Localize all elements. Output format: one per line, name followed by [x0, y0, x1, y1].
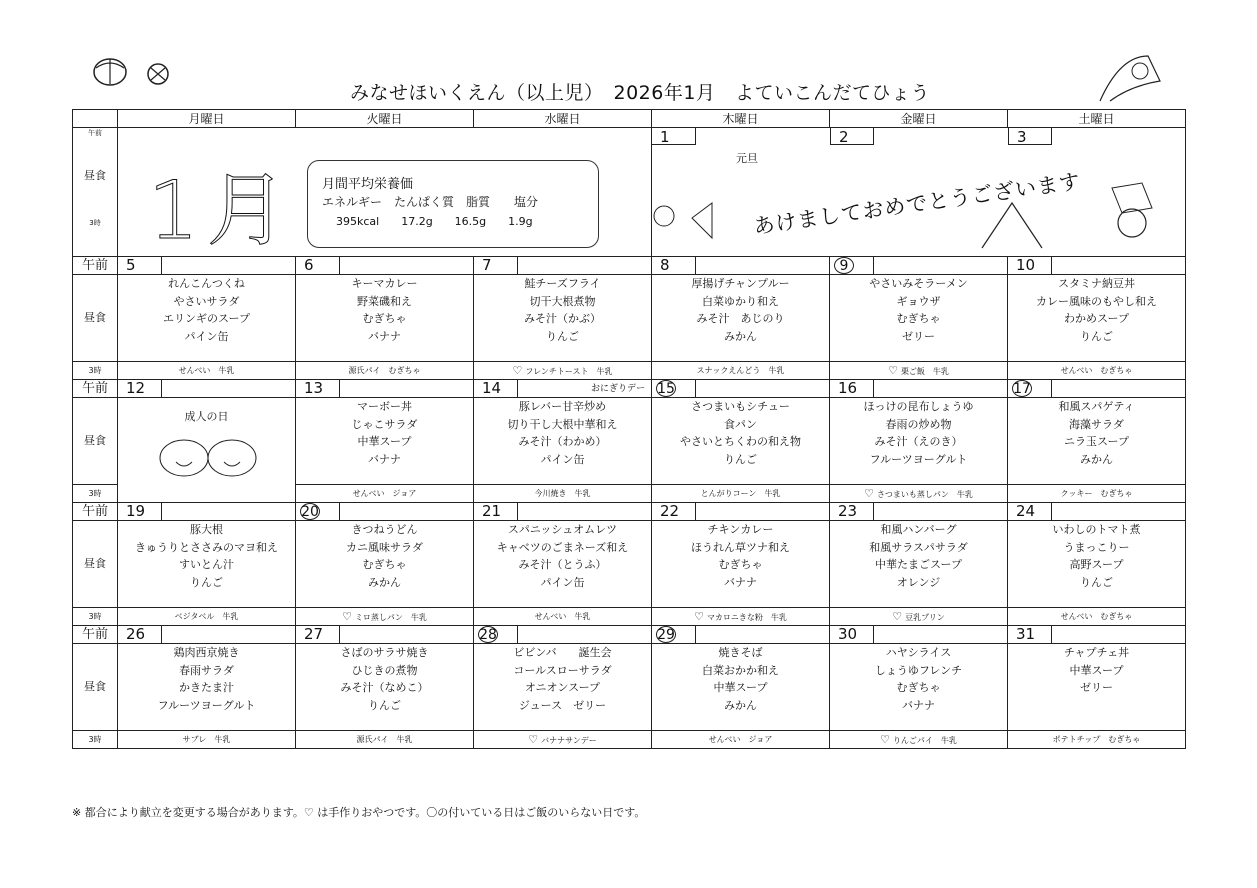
- lunch-menu-cell: [830, 644, 1008, 731]
- snack-cell: [296, 485, 474, 503]
- day-num-2: 2: [830, 128, 874, 145]
- menu-item: むぎちゃ: [362, 312, 407, 325]
- menu-item: 鮭チーズフライ: [524, 277, 601, 290]
- lunch-menu-cell: [1008, 644, 1186, 731]
- snack-cell: [1008, 608, 1186, 626]
- side-label: 午前 昼食 3時: [73, 128, 118, 257]
- menu-item: 白菜ゆかり和え: [702, 294, 779, 308]
- lunch-menu-cell: [296, 521, 474, 608]
- snack-text: せんべい 牛乳: [534, 612, 591, 621]
- greeting-text: あけましておめでとうございます: [752, 169, 1083, 239]
- day-number-circled: 20: [301, 504, 319, 520]
- snack-cell: [296, 731, 474, 749]
- week-1-lunch: [73, 275, 1186, 362]
- nutrition-title: 月間平均栄養価: [322, 177, 414, 192]
- menu-item: チャプチェ丼: [1063, 646, 1130, 659]
- menu-item: みかん: [368, 575, 401, 589]
- day-number-cell: [118, 380, 296, 398]
- lunch-menu-cell: [118, 398, 296, 503]
- snack-cell: [652, 608, 830, 626]
- day-number-cell: [474, 380, 652, 398]
- snack-cell: [830, 608, 1008, 626]
- snack-cell: [830, 485, 1008, 503]
- menu-item: 和風サラスパサラダ: [869, 540, 968, 554]
- day-number-circled: 15: [657, 381, 675, 397]
- snack-cell: [474, 485, 652, 503]
- menu-item: スパニッシュオムレツ: [507, 523, 618, 536]
- lunch-menu-cell: [474, 644, 652, 731]
- day-number-cell: [652, 257, 830, 275]
- doodle-icon: [80, 54, 190, 94]
- menu-item: ひじきの煮物: [351, 663, 418, 677]
- menu-item: 白菜おかか和え: [702, 663, 779, 677]
- lunch-menu-cell: [652, 644, 830, 731]
- menu-item: むぎちゃ: [896, 681, 941, 694]
- menu-item: わかめスープ: [1064, 312, 1129, 325]
- day-number-cell: [296, 257, 474, 275]
- menu-item: やさいみそラーメン: [869, 277, 968, 290]
- menu-item: パイン缶: [540, 575, 585, 589]
- weeks: [73, 257, 1186, 749]
- day-number-cell: [652, 626, 830, 644]
- menu-item: うまっこりー: [1063, 540, 1130, 554]
- week-2-lunch: [73, 398, 1186, 485]
- day-number: 30: [830, 626, 874, 643]
- snack-text: 源氏パイ むぎちゃ: [348, 366, 421, 375]
- day-number: 16: [830, 380, 874, 397]
- snack-text: 今川焼き 牛乳: [534, 489, 591, 498]
- snack-text: とんがりコーン 牛乳: [700, 489, 781, 498]
- menu-item: みかん: [724, 329, 757, 343]
- day-event-note: おにぎりデー: [590, 384, 645, 394]
- day-number-cell: [1008, 626, 1186, 644]
- menu-item: 厚揚げチャンプルー: [691, 277, 790, 290]
- new-year-day-note: 元旦: [736, 152, 758, 165]
- week-1-snack: [73, 362, 1186, 380]
- day-number: 27: [296, 626, 340, 643]
- menu-item: 高野スープ: [1069, 558, 1124, 571]
- heart-icon: ♡: [694, 610, 704, 623]
- lunch-menu-cell: [652, 398, 830, 485]
- snack-text: スナックえんどう 牛乳: [696, 366, 785, 375]
- side-lunch: 昼食: [73, 275, 118, 362]
- menu-item: やさいサラダ: [173, 294, 240, 308]
- lunch-menu-cell: [118, 275, 296, 362]
- snack-text: フレンチトースト 牛乳: [525, 367, 613, 376]
- day-number-cell: [652, 380, 830, 398]
- menu-item: 和風ハンバーグ: [880, 523, 957, 536]
- menu-item: みそ汁 あじのり: [696, 312, 785, 325]
- day-number: 14: [474, 380, 518, 397]
- day-number-cell: [830, 257, 1008, 275]
- day-number-cell: [830, 380, 1008, 398]
- menu-item: 和風スパゲティ: [1058, 400, 1135, 413]
- menu-item: エリンギのスープ: [163, 312, 250, 325]
- day-number-circled: 17: [1013, 381, 1031, 397]
- menu-item: バナナ: [368, 329, 401, 343]
- snack-cell: [296, 608, 474, 626]
- lunch-menu-cell: [830, 398, 1008, 485]
- snack-text: 豆乳プリン: [905, 613, 945, 622]
- menu-item: りんご: [368, 698, 401, 712]
- snack-cell: [652, 485, 830, 503]
- menu-item: みそ汁（わかめ）: [518, 435, 607, 448]
- day-number: 6: [296, 257, 340, 274]
- lunch-menu-cell: [652, 275, 830, 362]
- day-number: 10: [1008, 257, 1052, 274]
- snack-text: ミロ蒸しパン 牛乳: [354, 613, 427, 622]
- side-am: 午前: [73, 626, 118, 644]
- menu-item: いわしのトマト煮: [1052, 523, 1141, 536]
- menu-item: カレー風味のもやし和え: [1036, 294, 1157, 308]
- day-number-cell: [474, 257, 652, 275]
- day-number-cell: [118, 626, 296, 644]
- snack-text: ベジタベル 牛乳: [174, 612, 239, 621]
- day-number-cell: [1008, 257, 1186, 275]
- new-year-illustration: [652, 178, 1172, 254]
- menu-item: みかん: [724, 698, 757, 712]
- heart-icon: ♡: [888, 364, 898, 377]
- day-num-3: 3: [1008, 128, 1052, 145]
- menu-item: オレンジ: [896, 575, 941, 589]
- day-number-cell: [118, 257, 296, 275]
- month-big: 1月: [148, 164, 295, 257]
- menu-item: コールスローサラダ: [513, 663, 612, 677]
- menu-item: きゅうりとささみのマヨ和え: [135, 540, 278, 554]
- day-number: 23: [830, 503, 874, 520]
- side-am: 午前: [73, 380, 118, 398]
- snack-text: サブレ 牛乳: [182, 735, 231, 744]
- day-number: 13: [296, 380, 340, 397]
- day-number-cell: [652, 503, 830, 521]
- menu-item: れんこんつくね: [168, 277, 245, 290]
- day-number-cell: [474, 503, 652, 521]
- snack-text: マカロニきな粉 牛乳: [706, 613, 787, 622]
- menu-item: みそ汁（かぶ）: [524, 312, 601, 325]
- menu-item: みそ汁（えのき）: [874, 435, 963, 448]
- menu-item: オニオンスープ: [524, 681, 601, 694]
- week-4-numbers: [73, 626, 1186, 644]
- menu-item: りんご: [190, 575, 223, 589]
- week-3-lunch: [73, 521, 1186, 608]
- menu-item: フルーツヨーグルト: [869, 452, 968, 466]
- day-num-1: 1: [652, 128, 696, 145]
- menu-item: 中華たまごスープ: [875, 558, 962, 571]
- side-lunch: 昼食: [73, 398, 118, 485]
- week-3-numbers: [73, 503, 1186, 521]
- menu-item: 中華スープ: [357, 435, 412, 448]
- nutrition-labels: エネルギー たんぱく質 脂質 塩分: [322, 195, 539, 209]
- snack-cell: [1008, 362, 1186, 380]
- lunch-menu-cell: [296, 398, 474, 485]
- snack-cell: [830, 731, 1008, 749]
- menu-item: キーマカレー: [351, 277, 418, 290]
- day-number: 22: [652, 503, 696, 520]
- menu-item: ゼリー: [1080, 681, 1113, 694]
- day-number-cell: [296, 380, 474, 398]
- day-number-cell: [830, 626, 1008, 644]
- menu-item: チキンカレー: [707, 523, 774, 536]
- menu-calendar: [72, 109, 1186, 749]
- day-number: 12: [118, 380, 162, 397]
- snack-text: りんごパイ 牛乳: [892, 736, 957, 745]
- menu-item: みそ汁（とうふ）: [518, 558, 607, 571]
- week-2-numbers: [73, 380, 1186, 398]
- menu-item: ゼリー: [902, 329, 935, 343]
- weekday-wed: 水曜日: [474, 110, 652, 128]
- side-pm: 3時: [73, 485, 118, 503]
- snack-text: クッキー むぎちゃ: [1060, 489, 1133, 498]
- day-number: 24: [1008, 503, 1052, 520]
- menu-item: フルーツヨーグルト: [157, 698, 256, 712]
- menu-item: むぎちゃ: [718, 558, 763, 571]
- lunch-menu-cell: [652, 521, 830, 608]
- menu-item: キャベツのごまネーズ和え: [496, 540, 629, 554]
- menu-item: さばのサラサ焼き: [340, 646, 429, 659]
- day-number: 19: [118, 503, 162, 520]
- day-number-circled: 28: [479, 627, 497, 643]
- day-number: 26: [118, 626, 162, 643]
- side-pm: 3時: [73, 362, 118, 380]
- side-pm: 3時: [73, 608, 118, 626]
- lunch-menu-cell: [1008, 521, 1186, 608]
- menu-item: 切り干し大根中華和え: [507, 417, 618, 431]
- menu-item: 豚大根: [190, 523, 223, 536]
- weekday-tue: 火曜日: [296, 110, 474, 128]
- snack-cell: [652, 362, 830, 380]
- snack-cell: [830, 362, 1008, 380]
- day-number-circled: 29: [657, 627, 675, 643]
- holiday-name: 成人の日: [184, 410, 229, 423]
- lunch-menu-cell: [474, 521, 652, 608]
- menu-item: バナナ: [368, 452, 401, 466]
- menu-item: パイン缶: [540, 452, 585, 466]
- snack-text: ポテトチップ むぎちゃ: [1052, 735, 1141, 744]
- snack-cell: [118, 731, 296, 749]
- day-number-cell: [1008, 380, 1186, 398]
- lunch-menu-cell: [830, 521, 1008, 608]
- snack-cell: [118, 608, 296, 626]
- menu-item: りんご: [1080, 329, 1113, 343]
- menu-item: 焼きそば: [718, 646, 763, 659]
- menu-item: きつねうどん: [351, 523, 418, 536]
- snack-cell: [1008, 485, 1186, 503]
- heart-icon: ♡: [864, 487, 874, 500]
- snack-cell: [118, 362, 296, 380]
- menu-item: バナナ: [902, 698, 935, 712]
- footer-note: ※ 都合により献立を変更する場合があります。♡ は手作りおやつです。〇の付いている日はご飯のいらない日です。: [72, 806, 646, 819]
- weekday-thu: 木曜日: [652, 110, 830, 128]
- snack-text: せんべい 牛乳: [178, 366, 235, 375]
- day-number-cell: [118, 503, 296, 521]
- menu-item: ギョウザ: [896, 294, 941, 308]
- menu-item: りんご: [1080, 575, 1113, 589]
- weekday-mon: 月曜日: [118, 110, 296, 128]
- smiling-faces-icon: [152, 432, 262, 482]
- lunch-menu-cell: [118, 644, 296, 731]
- menu-item: ほうれん草ツナ和え: [691, 540, 790, 554]
- menu-item: 海藻サラダ: [1069, 417, 1124, 431]
- day-number-cell: [1008, 503, 1186, 521]
- heart-icon: ♡: [880, 733, 890, 746]
- day-number-circled: 9: [834, 257, 854, 274]
- header: [60, 60, 1200, 110]
- snack-text: せんべい むぎちゃ: [1060, 612, 1133, 621]
- lunch-menu-cell: [1008, 398, 1186, 485]
- snack-cell: [474, 731, 652, 749]
- day-number-cell: [296, 503, 474, 521]
- menu-item: ほっけの昆布しょうゆ: [863, 400, 974, 413]
- nutrition-box: [307, 160, 599, 248]
- day-number: 31: [1008, 626, 1052, 643]
- menu-item: 切干大根煮物: [529, 294, 596, 308]
- menu-item: じゃこサラダ: [351, 417, 418, 431]
- menu-item: ビビンバ 誕生会: [513, 646, 612, 659]
- lunch-menu-cell: [1008, 275, 1186, 362]
- menu-item: ニラ玉スープ: [1064, 435, 1129, 448]
- side-lunch: 昼食: [73, 521, 118, 608]
- menu-item: ジュース ゼリー: [518, 698, 607, 712]
- day-number: 21: [474, 503, 518, 520]
- heart-icon: ♡: [892, 610, 903, 623]
- day-number-cell: [474, 626, 652, 644]
- lunch-menu-cell: [830, 275, 1008, 362]
- heart-icon: ♡: [512, 364, 523, 377]
- menu-item: 豚レバー甘辛炒め: [518, 400, 607, 413]
- menu-item: バナナ: [724, 575, 757, 589]
- side-lunch: 昼食: [73, 644, 118, 731]
- menu-item: 中華スープ: [713, 681, 768, 694]
- day-number: 7: [474, 257, 518, 274]
- menu-item: すいとん汁: [179, 558, 234, 571]
- week-1-numbers: [73, 257, 1186, 275]
- menu-item: みかん: [1080, 452, 1113, 466]
- lunch-menu-cell: [118, 521, 296, 608]
- snack-text: 源氏パイ 牛乳: [356, 735, 413, 744]
- nutrition-values: 395kcal 17.2g 16.5g 1.9g: [336, 215, 533, 228]
- heart-icon: ♡: [342, 610, 352, 623]
- day-number: 8: [652, 257, 696, 274]
- week-4-snack: [73, 731, 1186, 749]
- lunch-menu-cell: [296, 644, 474, 731]
- menu-item: スタミナ納豆丼: [1058, 277, 1135, 290]
- menu-item: しょうゆフレンチ: [874, 663, 963, 677]
- heart-icon: ♡: [528, 733, 539, 746]
- snack-cell: [474, 362, 652, 380]
- menu-item: 中華スープ: [1069, 663, 1124, 677]
- menu-item: さつまいもシチュー: [691, 400, 790, 413]
- day-number-cell: [296, 626, 474, 644]
- menu-item: 春雨の炒め物: [885, 417, 952, 431]
- day-number: 5: [118, 257, 162, 274]
- snack-cell: [1008, 731, 1186, 749]
- menu-item: みそ汁（なめこ）: [340, 681, 429, 694]
- snack-text: 栗ご飯 牛乳: [900, 367, 949, 376]
- menu-item: 野菜磯和え: [357, 294, 412, 308]
- lunch-menu-cell: [474, 275, 652, 362]
- snack-cell: [652, 731, 830, 749]
- menu-item: パイン缶: [184, 329, 229, 343]
- week-3-snack: [73, 608, 1186, 626]
- day-number-cell: [830, 503, 1008, 521]
- page-title: みなせほいくえん（以上児） 2026年1月 よていこんだてひょう: [350, 82, 930, 104]
- weekday-header: [73, 110, 1186, 128]
- snack-text: せんべい ジョア: [708, 735, 773, 744]
- snack-text: さつまいも蒸しパン 牛乳: [876, 490, 973, 499]
- new-year-cell: [652, 128, 1186, 257]
- snack-cell: [296, 362, 474, 380]
- menu-item: やさいとちくわの和え物: [680, 435, 801, 448]
- lunch-menu-cell: [474, 398, 652, 485]
- menu-item: マーボー丼: [357, 400, 412, 413]
- snack-text: せんべい ジョア: [352, 489, 417, 498]
- menu-item: むぎちゃ: [362, 558, 407, 571]
- side-pm: 3時: [73, 731, 118, 749]
- menu-item: 春雨サラダ: [179, 663, 234, 677]
- snack-cell: [474, 608, 652, 626]
- side-am: 午前: [73, 503, 118, 521]
- snack-text: バナナサンデー: [541, 736, 597, 745]
- menu-item: かきたま汁: [179, 681, 234, 694]
- menu-item: ハヤシライス: [885, 646, 952, 659]
- weekday-fri: 金曜日: [830, 110, 1008, 128]
- menu-item: 鶏肉西京焼き: [173, 646, 240, 659]
- side-am: 午前: [73, 257, 118, 275]
- menu-item: りんご: [724, 452, 757, 466]
- kite-doodle-icon: [1090, 46, 1170, 106]
- week-4-lunch: [73, 644, 1186, 731]
- week-0: [73, 128, 1186, 257]
- weekday-sat: 土曜日: [1008, 110, 1186, 128]
- menu-item: むぎちゃ: [896, 312, 941, 325]
- menu-item: カニ風味サラダ: [346, 540, 423, 554]
- lunch-menu-cell: [296, 275, 474, 362]
- menu-item: 食パン: [724, 417, 757, 431]
- menu-item: りんご: [546, 329, 579, 343]
- snack-text: せんべい むぎちゃ: [1060, 366, 1133, 375]
